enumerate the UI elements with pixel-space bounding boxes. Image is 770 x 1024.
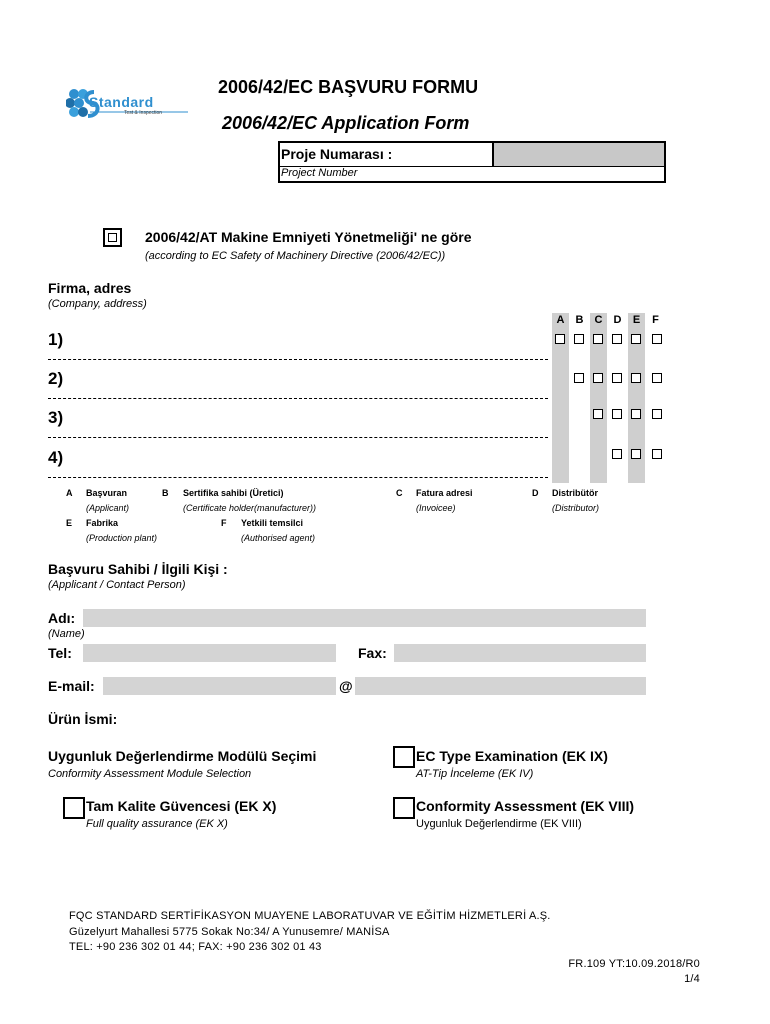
role-checkbox-1-c[interactable] [593, 334, 603, 344]
company-row-2-label: 2) [48, 369, 64, 388]
company-sublabel: (Company, address) [48, 298, 147, 310]
column-header-b: B [575, 314, 584, 326]
module-selection-sublabel: Conformity Assessment Module Selection [48, 768, 252, 780]
legend-en-b: (Certificate holder(manufacturer)) [183, 503, 317, 513]
legend-tr-e: Fabrika [86, 518, 119, 528]
form-title-english: 2006/42/EC Application Form [222, 113, 470, 133]
legend-en-e: (Production plant) [86, 533, 158, 543]
legend-tr-b: Sertifika sahibi (Üretici) [183, 488, 284, 498]
email-domain-field[interactable] [355, 677, 646, 695]
legend-en-f: (Authorised agent) [241, 533, 316, 543]
legend-en-a: (Applicant) [86, 503, 130, 513]
conformity-assessment-sublabel: Uygunluk Değerlendirme (EK VIII) [416, 818, 582, 830]
project-number-input[interactable] [492, 143, 664, 166]
email-at-sign: @ [339, 678, 353, 694]
footer-contact: TEL: +90 236 302 01 44; FAX: +90 236 302 01 43 [69, 941, 322, 953]
product-name-label: Ürün İsmi: [48, 711, 118, 727]
legend-code-c: C [396, 488, 403, 498]
email-label: E-mail: [48, 678, 95, 694]
legend-en-d: (Distributor) [552, 503, 600, 513]
legend-code-a: A [66, 488, 73, 498]
form-title-turkish: 2006/42/EC BAŞVURU FORMU [218, 77, 479, 97]
logo-brand: Standard [89, 94, 154, 110]
role-checkbox-3-d[interactable] [612, 409, 622, 419]
company-row-2-line[interactable] [48, 398, 548, 399]
role-checkbox-3-c[interactable] [593, 409, 603, 419]
full-quality-assurance-label: Tam Kalite Güvencesi (EK X) [86, 798, 277, 814]
legend-en-c: (Invoicee) [416, 503, 456, 513]
role-checkbox-1-e[interactable] [631, 334, 641, 344]
footer-company: FQC STANDARD SERTİFİKASYON MUAYENE LABORATUVAR VE EĞİTİM HİZMETLERİ A.Ş. [69, 910, 551, 922]
column-header-f: F [652, 314, 659, 326]
name-label: Adı: [48, 610, 76, 626]
role-checkbox-1-f[interactable] [652, 334, 662, 344]
company-row-1-line[interactable] [48, 359, 548, 360]
column-header-c: C [594, 314, 603, 326]
column-header-d: D [613, 314, 622, 326]
legend-tr-f: Yetkili temsilci [241, 518, 304, 528]
project-number-label: Proje Numarası : [281, 146, 393, 162]
name-sublabel: (Name) [48, 628, 85, 640]
applicant-label: Başvuru Sahibi / İlgili Kişi : [48, 561, 228, 577]
company-row-4-line[interactable] [48, 477, 548, 478]
role-checkbox-1-a[interactable] [555, 334, 565, 344]
legend-tr-c: Fatura adresi [416, 488, 473, 498]
legend-code-f: F [221, 518, 227, 528]
email-user-field[interactable] [103, 677, 336, 695]
conformity-assessment-checkbox[interactable] [393, 797, 415, 819]
logo-tagline: Test & Inspection [124, 110, 163, 116]
full-quality-assurance-checkbox[interactable] [63, 797, 85, 819]
tel-label: Tel: [48, 645, 72, 661]
role-checkbox-2-c[interactable] [593, 373, 603, 383]
role-checkbox-4-e[interactable] [631, 449, 641, 459]
company-row-1-label: 1) [48, 330, 64, 349]
role-checkbox-4-d[interactable] [612, 449, 622, 459]
page-number: 1/4 [684, 973, 700, 985]
legend-tr-a: Başvuran [86, 488, 128, 498]
role-checkbox-1-b[interactable] [574, 334, 584, 344]
role-checkbox-2-b[interactable] [574, 373, 584, 383]
form-code: FR.109 YT:10.09.2018/R0 [568, 958, 700, 970]
column-header-a: A [556, 314, 565, 326]
tel-field[interactable] [83, 644, 336, 662]
fax-label: Fax: [358, 645, 387, 661]
module-selection-label: Uygunluk Değerlendirme Modülü Seçimi [48, 748, 317, 764]
legend-code-e: E [66, 518, 73, 528]
column-header-e: E [632, 314, 641, 326]
role-checkbox-4-f[interactable] [652, 449, 662, 459]
company-row-3-line[interactable] [48, 437, 548, 438]
legend-code-b: B [162, 488, 169, 498]
ec-type-examination-label: EC Type Examination (EK IX) [416, 748, 608, 764]
footer-address: Güzelyurt Mahallesi 5775 Sokak No:34/ A Yunusemre/ MANİSA [69, 926, 390, 938]
directive-label: 2006/42/AT Makine Emniyeti Yönetmeliği' ne göre [145, 229, 472, 245]
directive-sublabel: (according to EC Safety of Machinery Directive (2006/42/EC)) [145, 250, 446, 262]
fax-field[interactable] [394, 644, 646, 662]
project-number-sublabel: Project Number [281, 167, 358, 179]
role-checkbox-2-e[interactable] [631, 373, 641, 383]
role-checkbox-3-e[interactable] [631, 409, 641, 419]
role-checkbox-2-d[interactable] [612, 373, 622, 383]
role-checkbox-3-f[interactable] [652, 409, 662, 419]
name-field[interactable] [83, 609, 646, 627]
legend-code-d: D [532, 488, 539, 498]
legend-tr-d: Distribütör [552, 488, 598, 498]
company-row-3-label: 3) [48, 408, 64, 427]
role-checkbox-2-f[interactable] [652, 373, 662, 383]
full-quality-assurance-sublabel: Full quality assurance (EK X) [86, 818, 228, 830]
ec-type-examination-checkbox[interactable] [393, 746, 415, 768]
role-checkbox-1-d[interactable] [612, 334, 622, 344]
conformity-assessment-label: Conformity Assessment (EK VIII) [416, 798, 635, 814]
company-row-4-label: 4) [48, 448, 64, 467]
applicant-sublabel: (Applicant / Contact Person) [48, 579, 186, 591]
ec-type-examination-sublabel: AT-Tip İnceleme (EK IV) [416, 768, 534, 780]
company-label: Firma, adres [48, 280, 132, 296]
directive-checkbox[interactable] [103, 228, 122, 247]
